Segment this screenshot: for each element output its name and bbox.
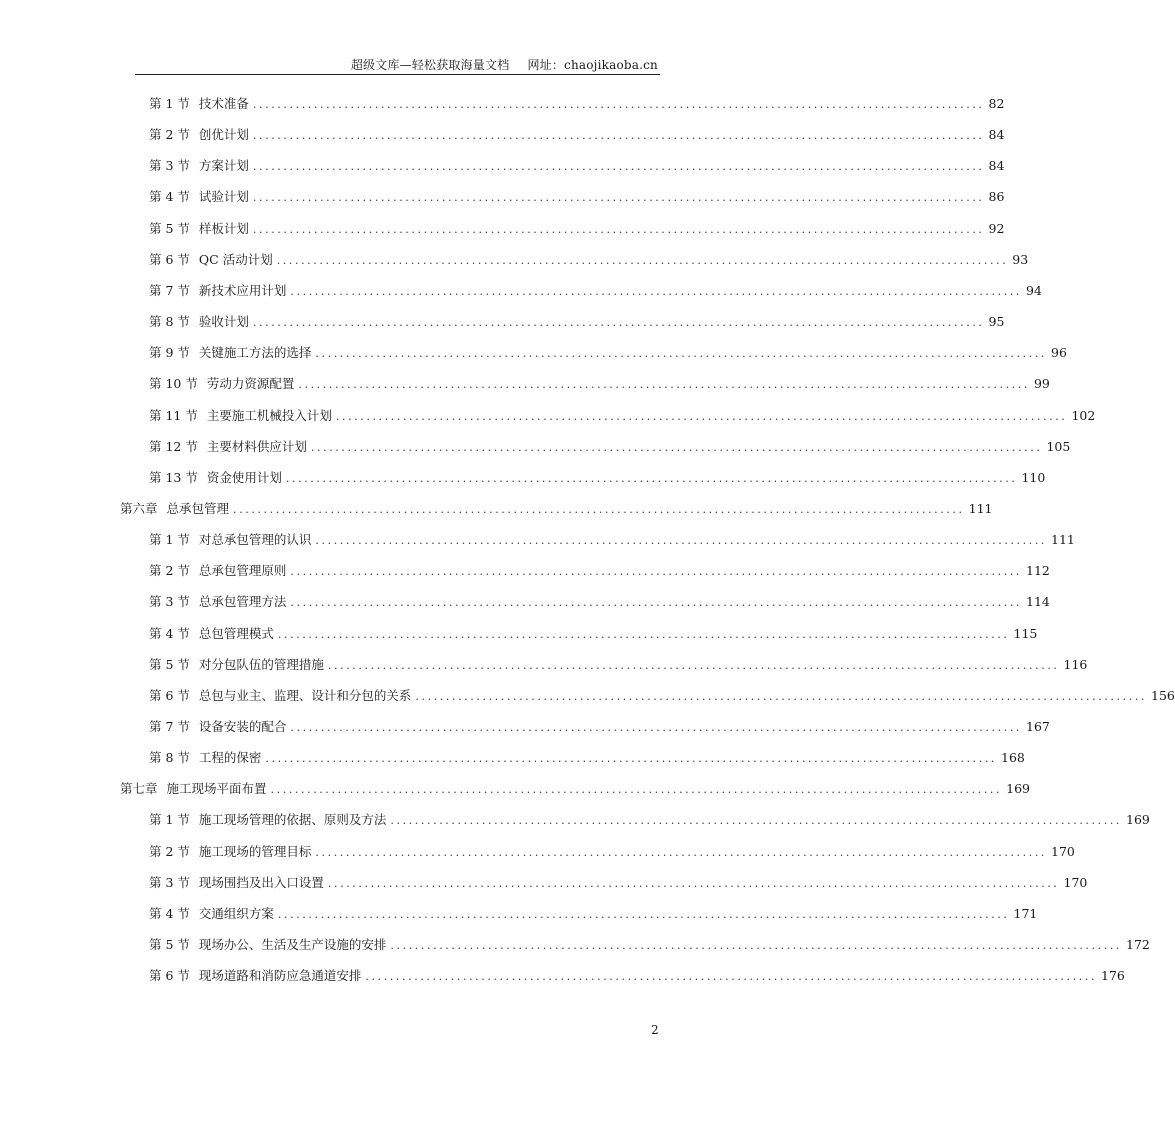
toc-entry-title: 对总承包管理的认识 xyxy=(198,532,312,548)
toc-section-row[interactable] xyxy=(149,717,1050,735)
toc-leader-dots: ........................................................................................................................ xyxy=(327,876,1060,890)
toc-section-row[interactable] xyxy=(149,437,1071,455)
toc-leader-dots: ........................................................................................................................ xyxy=(327,658,1060,672)
toc-entry-page: 82 xyxy=(988,96,1005,111)
toc-section-row[interactable] xyxy=(149,655,1088,673)
toc-section-row[interactable] xyxy=(149,624,1038,642)
toc-entry-title: 试验计划 xyxy=(198,189,249,205)
toc-entry-page: 176 xyxy=(1101,968,1125,984)
toc-entry-label xyxy=(149,748,261,766)
toc-entry-label xyxy=(149,406,332,424)
toc-entry-label xyxy=(149,561,286,579)
toc-entry-title: 创优计划 xyxy=(198,127,249,143)
toc-section-row[interactable] xyxy=(149,406,1096,424)
toc-entry-label xyxy=(149,966,361,984)
toc-entry-page: 172 xyxy=(1126,937,1150,953)
toc-section-row[interactable] xyxy=(149,343,1067,361)
toc-leader-dots: ........................................................................................................................ xyxy=(233,502,965,516)
toc-entry-number: 第 2 节 xyxy=(149,563,190,579)
toc-entry-number: 第 1 节 xyxy=(149,532,190,548)
toc-section-row[interactable] xyxy=(149,935,1150,953)
toc-entry-label xyxy=(149,374,294,392)
toc-entry-page: 112 xyxy=(1026,563,1050,579)
toc-entry-title: 对分包队伍的管理措施 xyxy=(198,656,324,672)
toc-entry-title: 主要材料供应计划 xyxy=(206,438,307,454)
toc-leader-dots: ........................................................................................................................ xyxy=(415,689,1148,703)
toc-entry-number: 第 1 节 xyxy=(149,96,190,111)
toc-entry-title: 方案计划 xyxy=(198,158,249,174)
toc-section-row[interactable] xyxy=(149,810,1150,828)
toc-chapter-row[interactable] xyxy=(120,499,993,517)
toc-entry-page: 156 xyxy=(1151,687,1175,703)
toc-entry-label xyxy=(149,873,324,891)
toc-leader-dots: ........................................................................................................................ xyxy=(290,284,1023,298)
toc-entry-number: 第 8 节 xyxy=(149,750,190,766)
toc-entry-number: 第 4 节 xyxy=(149,625,190,641)
toc-entry-label xyxy=(149,94,249,112)
toc-entry-number: 第 11 节 xyxy=(149,407,198,423)
toc-entry-title: 设备安装的配合 xyxy=(198,719,287,734)
toc-entry-page: 168 xyxy=(1001,750,1025,766)
toc-leader-dots: ........................................................................................................................ xyxy=(277,627,1010,641)
toc-leader-dots: ........................................................................................................................ xyxy=(252,129,985,143)
toc-leader-dots: ........................................................................................................................ xyxy=(270,783,1003,797)
toc-leader-dots: ........................................................................................................................ xyxy=(365,970,1098,984)
toc-entry-page: 169 xyxy=(1006,781,1030,797)
toc-entry-title: QC 活动计划 xyxy=(198,251,273,267)
toc-entry-label xyxy=(149,343,311,361)
toc-section-row[interactable] xyxy=(149,530,1075,548)
toc-entry-title: 现场围挡及出入口设置 xyxy=(198,874,324,890)
toc-entry-label xyxy=(149,655,324,673)
toc-section-row[interactable] xyxy=(149,873,1088,891)
toc-entry-page: 96 xyxy=(1051,345,1067,361)
toc-entry-page: 86 xyxy=(988,189,1005,205)
toc-entry-number: 第 6 节 xyxy=(149,251,190,267)
toc-section-row[interactable] xyxy=(149,187,1005,205)
header-title: 超级文库—轻松获取海量文档 xyxy=(350,58,510,72)
toc-leader-dots: ........................................................................................................................ xyxy=(252,222,985,236)
toc-entry-title: 样板计划 xyxy=(198,220,249,236)
toc-section-row[interactable] xyxy=(149,281,1042,299)
toc-section-row[interactable] xyxy=(149,904,1038,922)
toc-entry-page: 170 xyxy=(1051,843,1075,859)
toc-entry-number: 第 3 节 xyxy=(149,158,190,174)
toc-entry-number: 第七章 xyxy=(120,781,158,797)
toc-leader-dots: ........................................................................................................................ xyxy=(252,316,985,330)
toc-entry-title: 工程的保密 xyxy=(198,750,262,766)
toc-entry-title: 总承包管理原则 xyxy=(198,563,287,579)
toc-entry-title: 总承包管理 xyxy=(166,500,230,516)
toc-entry-page: 170 xyxy=(1063,874,1088,890)
toc-leader-dots: ........................................................................................................................ xyxy=(335,409,1068,423)
toc-leader-dots: ........................................................................................................................ xyxy=(290,596,1023,610)
toc-entry-label xyxy=(149,312,249,330)
toc-entry-label xyxy=(149,842,311,860)
toc-section-row[interactable] xyxy=(149,374,1050,392)
toc-entry-number: 第 1 节 xyxy=(149,812,190,828)
toc-entry-label xyxy=(149,530,311,548)
toc-entry-label xyxy=(149,219,249,237)
toc-entry-number: 第 2 节 xyxy=(149,843,190,859)
toc-entry-title: 技术准备 xyxy=(198,96,249,111)
toc-entry-number: 第 3 节 xyxy=(149,594,190,610)
toc-section-row[interactable] xyxy=(149,250,1029,268)
toc-entry-number: 第 6 节 xyxy=(149,687,190,703)
toc-entry-label xyxy=(149,437,307,455)
toc-entry-title: 交通组织方案 xyxy=(198,905,274,921)
toc-section-row[interactable] xyxy=(149,468,1046,486)
toc-entry-page: 93 xyxy=(1012,251,1029,267)
toc-leader-dots: ........................................................................................................................ xyxy=(252,191,985,205)
toc-entry-label xyxy=(149,810,386,828)
toc-entry-number: 第 6 节 xyxy=(149,968,190,984)
toc-entry-title: 劳动力资源配置 xyxy=(206,376,295,392)
toc-leader-dots: ........................................................................................................................ xyxy=(315,534,1048,548)
toc-entry-title: 资金使用计划 xyxy=(206,469,282,485)
toc-section-row[interactable] xyxy=(149,125,1005,143)
toc-leader-dots: ........................................................................................................................ xyxy=(277,907,1010,921)
toc-entry-title: 施工现场平面布置 xyxy=(166,781,267,797)
toc-entry-title: 新技术应用计划 xyxy=(198,282,287,298)
header-text xyxy=(351,56,658,73)
toc-entry-label xyxy=(149,624,274,642)
toc-entry-page: 111 xyxy=(968,500,993,516)
toc-entry-label xyxy=(149,468,282,486)
toc-entry-page: 171 xyxy=(1013,905,1038,921)
toc-entry-title: 施工现场的管理目标 xyxy=(198,843,312,859)
toc-entry-number: 第 2 节 xyxy=(149,127,190,143)
toc-section-row[interactable] xyxy=(149,312,1005,330)
toc-leader-dots: ........................................................................................................................ xyxy=(252,160,985,174)
toc-entry-title: 验收计划 xyxy=(198,314,249,330)
page-header xyxy=(135,54,660,75)
toc-entry-label xyxy=(149,125,249,143)
toc-entry-title: 总包管理模式 xyxy=(198,625,274,641)
toc-entry-number: 第 5 节 xyxy=(149,656,190,672)
toc-leader-dots: ........................................................................................................................ xyxy=(315,347,1048,361)
toc-section-row[interactable] xyxy=(149,592,1050,610)
toc-entry-number: 第 12 节 xyxy=(149,438,198,454)
toc-leader-dots: ........................................................................................................................ xyxy=(390,814,1123,828)
toc-entry-page: 95 xyxy=(988,314,1005,330)
toc-section-row[interactable] xyxy=(149,156,1005,174)
toc-leader-dots: ........................................................................................................................ xyxy=(310,440,1043,454)
toc-section-row[interactable] xyxy=(149,94,1005,112)
toc-leader-dots: ........................................................................................................................ xyxy=(285,471,1018,485)
toc-entry-label xyxy=(149,281,286,299)
toc-entry-page: 92 xyxy=(988,220,1005,236)
toc-entry-label xyxy=(149,187,249,205)
toc-entry-title: 主要施工机械投入计划 xyxy=(206,407,332,423)
toc-leader-dots: ........................................................................................................................ xyxy=(298,378,1030,392)
toc-entry-page: 169 xyxy=(1126,812,1150,828)
toc-leader-dots: ........................................................................................................................ xyxy=(315,845,1048,859)
toc-entry-number: 第 7 节 xyxy=(149,719,190,734)
toc-entry-label xyxy=(149,156,249,174)
toc-entry-label xyxy=(149,935,386,953)
toc-section-row[interactable] xyxy=(149,748,1025,766)
toc-entry-title: 施工现场管理的依据、原则及方法 xyxy=(198,812,387,828)
toc-entry-title: 总承包管理方法 xyxy=(198,594,287,610)
toc-entry-number: 第 5 节 xyxy=(149,220,190,236)
toc-entry-page: 84 xyxy=(988,158,1005,174)
toc-entry-number: 第 8 节 xyxy=(149,314,190,330)
toc-entry-number: 第 4 节 xyxy=(149,905,190,921)
toc-entry-label xyxy=(149,904,274,922)
toc-entry-label xyxy=(120,499,229,517)
toc-entry-number: 第 3 节 xyxy=(149,874,190,890)
toc-entry-number: 第 7 节 xyxy=(149,282,190,298)
toc-entry-page: 102 xyxy=(1071,407,1096,423)
toc-leader-dots: ........................................................................................................................ xyxy=(252,98,985,111)
toc-leader-dots: ........................................................................................................................ xyxy=(390,939,1123,953)
toc-leader-dots: ........................................................................................................................ xyxy=(276,253,1009,267)
toc-section-row[interactable] xyxy=(149,686,1175,704)
toc-entry-label xyxy=(149,250,273,268)
page-number: 2 xyxy=(651,1023,659,1037)
toc-section-row[interactable] xyxy=(149,219,1005,237)
toc-entry-label xyxy=(149,686,411,704)
toc-entry-label xyxy=(120,779,267,797)
toc-entry-page: 110 xyxy=(1021,469,1046,485)
toc-section-row[interactable] xyxy=(149,966,1125,984)
toc-entry-title: 总包与业主、监理、设计和分包的关系 xyxy=(198,687,412,703)
toc-entry-title: 现场办公、生活及生产设施的安排 xyxy=(198,937,387,953)
toc-entry-number: 第 5 节 xyxy=(149,937,190,953)
toc-entry-number: 第 13 节 xyxy=(149,469,198,485)
toc-entry-page: 84 xyxy=(988,127,1005,143)
toc-entry-page: 105 xyxy=(1046,438,1071,454)
toc-entry-page: 167 xyxy=(1026,719,1050,734)
toc-entry-number: 第六章 xyxy=(120,500,158,516)
toc-entry-title: 现场道路和消防应急通道安排 xyxy=(198,968,362,984)
header-url: 网址：chaojikaoba.cn xyxy=(527,58,658,72)
toc-entry-title: 关键施工方法的选择 xyxy=(198,345,312,361)
toc-entry-page: 94 xyxy=(1026,282,1042,298)
toc-entry-label xyxy=(149,592,286,610)
toc-section-row[interactable] xyxy=(149,561,1050,579)
toc-leader-dots: ........................................................................................................................ xyxy=(290,721,1023,734)
toc-entry-page: 116 xyxy=(1063,656,1088,672)
toc-section-row[interactable] xyxy=(149,842,1075,860)
toc-leader-dots: ........................................................................................................................ xyxy=(265,752,998,766)
toc-entry-page: 99 xyxy=(1033,376,1050,392)
toc-entry-number: 第 9 节 xyxy=(149,345,190,361)
toc-chapter-row[interactable] xyxy=(120,779,1030,797)
toc-entry-page: 114 xyxy=(1026,594,1050,610)
toc-leader-dots: ........................................................................................................................ xyxy=(290,565,1023,579)
toc-entry-number: 第 4 节 xyxy=(149,189,190,205)
toc-entry-page: 115 xyxy=(1013,625,1038,641)
toc-entry-label xyxy=(149,717,286,735)
toc-entry-number: 第 10 节 xyxy=(149,376,198,392)
toc-entry-page: 111 xyxy=(1051,532,1075,548)
